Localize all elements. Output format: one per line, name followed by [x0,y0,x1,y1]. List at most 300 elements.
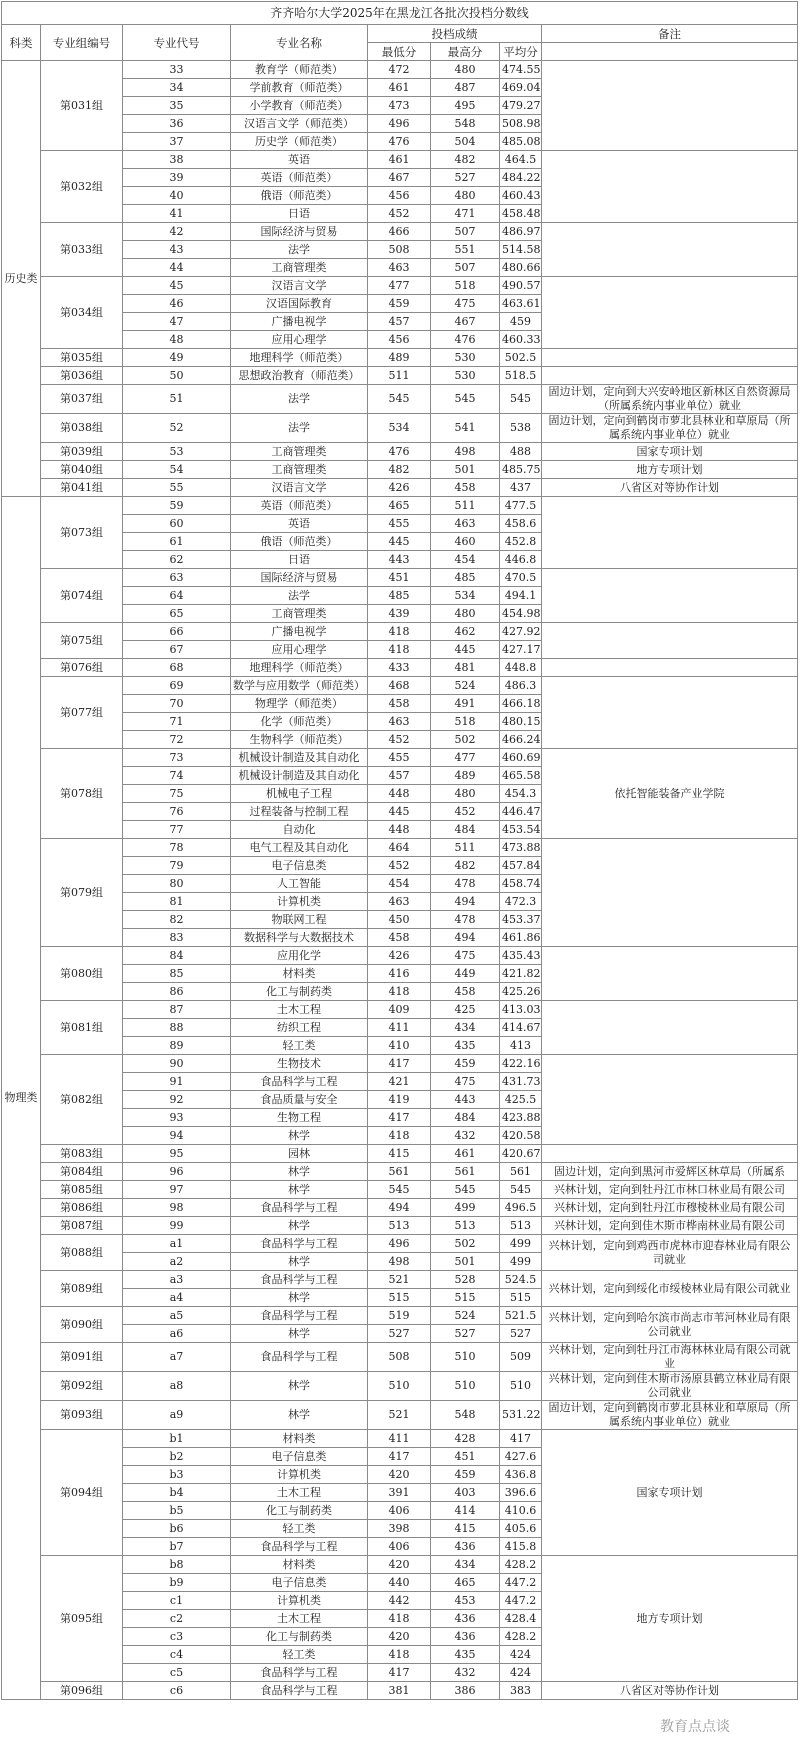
min-cell: 445 [368,533,431,551]
min-cell: 515 [368,1289,431,1307]
code-cell: 72 [123,731,231,749]
table-row [2,1556,798,1574]
max-cell: 527 [431,1325,500,1343]
name-cell: 过程装备与控制工程 [231,803,368,821]
code-cell: 37 [123,133,231,151]
max-cell: 548 [431,115,500,133]
min-cell: 418 [368,983,431,1001]
name-cell: 林学 [231,1253,368,1271]
table-row [2,443,798,461]
header-subject: 科类 [2,25,41,61]
avg-cell: 463.61 [500,295,542,313]
note-cell: 兴林计划，定向到牡丹江市海林林业局有限公司就业 [542,1343,798,1372]
max-cell: 475 [431,1073,500,1091]
table-row [2,1401,798,1430]
min-cell: 443 [368,551,431,569]
avg-cell: 446.8 [500,551,542,569]
group-cell: 第084组 [41,1163,123,1181]
min-cell: 448 [368,821,431,839]
header-group: 专业组编号 [41,25,123,61]
name-cell: 应用心理学 [231,641,368,659]
code-cell: 51 [123,385,231,414]
name-cell: 思想政治教育（师范类） [231,367,368,385]
avg-cell: 473.88 [500,839,542,857]
name-cell: 林学 [231,1163,368,1181]
group-cell: 第075组 [41,623,123,659]
note-cell: 兴林计划，定向到鸡西市虎林市迎春林业局有限公司就业 [542,1235,798,1271]
min-cell: 519 [368,1307,431,1325]
code-cell: 47 [123,313,231,331]
table-row [2,385,798,414]
avg-cell: 485.08 [500,133,542,151]
note-cell [542,623,798,659]
code-cell: b8 [123,1556,231,1574]
max-cell: 511 [431,497,500,515]
min-cell: 494 [368,1199,431,1217]
name-cell: 园林 [231,1145,368,1163]
max-cell: 541 [431,414,500,443]
table-row [2,947,798,965]
code-cell: 92 [123,1091,231,1109]
note-cell [542,659,798,677]
avg-cell: 428.2 [500,1628,542,1646]
code-cell: 85 [123,965,231,983]
min-cell: 426 [368,479,431,497]
table-row [2,677,798,695]
group-cell: 第085组 [41,1181,123,1199]
name-cell: 林学 [231,1217,368,1235]
table-row [2,414,798,443]
avg-cell: 424 [500,1664,542,1682]
table-row [2,1307,798,1325]
group-cell: 第073组 [41,497,123,569]
min-cell: 463 [368,893,431,911]
code-cell: 70 [123,695,231,713]
max-cell: 449 [431,965,500,983]
min-cell: 455 [368,515,431,533]
max-cell: 435 [431,1646,500,1664]
group-cell: 第090组 [41,1307,123,1343]
max-cell: 425 [431,1001,500,1019]
avg-cell: 452.8 [500,533,542,551]
min-cell: 381 [368,1682,431,1700]
min-cell: 457 [368,313,431,331]
code-cell: 96 [123,1163,231,1181]
avg-cell: 448.8 [500,659,542,677]
max-cell: 485 [431,569,500,587]
avg-cell: 454.3 [500,785,542,803]
note-cell [542,677,798,749]
max-cell: 482 [431,857,500,875]
max-cell: 452 [431,803,500,821]
avg-cell: 460.43 [500,187,542,205]
min-cell: 461 [368,151,431,169]
name-cell: 数据科学与大数据技术 [231,929,368,947]
group-cell: 第037组 [41,385,123,414]
min-cell: 545 [368,385,431,414]
name-cell: 工商管理类 [231,259,368,277]
name-cell: 纺织工程 [231,1019,368,1037]
avg-cell: 447.2 [500,1574,542,1592]
min-cell: 527 [368,1325,431,1343]
code-cell: 41 [123,205,231,223]
name-cell: 工商管理类 [231,605,368,623]
table-row [2,277,798,295]
max-cell: 551 [431,241,500,259]
max-cell: 507 [431,223,500,241]
max-cell: 451 [431,1448,500,1466]
avg-cell: 396.6 [500,1484,542,1502]
min-cell: 398 [368,1520,431,1538]
table-row [2,497,798,515]
avg-cell: 490.57 [500,277,542,295]
min-cell: 420 [368,1466,431,1484]
table-row [2,1235,798,1253]
table-row [2,223,798,241]
code-cell: c1 [123,1592,231,1610]
avg-cell: 428.4 [500,1610,542,1628]
code-cell: 33 [123,61,231,79]
table-row [2,623,798,641]
table-row [2,1343,798,1372]
code-cell: b7 [123,1538,231,1556]
code-cell: b5 [123,1502,231,1520]
avg-cell: 459 [500,313,542,331]
note-cell [542,61,798,151]
code-cell: b1 [123,1430,231,1448]
code-cell: 86 [123,983,231,1001]
min-cell: 411 [368,1019,431,1037]
min-cell: 472 [368,61,431,79]
name-cell: 土木工程 [231,1484,368,1502]
min-cell: 452 [368,205,431,223]
code-cell: 79 [123,857,231,875]
max-cell: 481 [431,659,500,677]
max-cell: 436 [431,1628,500,1646]
table-row [2,1001,798,1019]
max-cell: 501 [431,461,500,479]
avg-cell: 447.2 [500,1592,542,1610]
header-note-empty [542,43,798,61]
avg-cell: 427.17 [500,641,542,659]
max-cell: 458 [431,983,500,1001]
name-cell: 林学 [231,1181,368,1199]
avg-cell: 480.66 [500,259,542,277]
code-cell: a7 [123,1343,231,1372]
max-cell: 491 [431,695,500,713]
name-cell: 林学 [231,1289,368,1307]
min-cell: 417 [368,1109,431,1127]
code-cell: 98 [123,1199,231,1217]
code-cell: a2 [123,1253,231,1271]
code-cell: 83 [123,929,231,947]
code-cell: 89 [123,1037,231,1055]
note-cell: 固边计划，定向到鹤岗市萝北县林业和草原局（所属系统内事业单位）就业 [542,414,798,443]
name-cell: 材料类 [231,1430,368,1448]
name-cell: 林学 [231,1372,368,1401]
note-cell: 八省区对等协作计划 [542,1682,798,1700]
code-cell: 93 [123,1109,231,1127]
table-row [2,461,798,479]
group-cell: 第034组 [41,277,123,349]
max-cell: 561 [431,1163,500,1181]
note-cell [542,1001,798,1055]
group-cell: 第035组 [41,349,123,367]
name-cell: 人工智能 [231,875,368,893]
max-cell: 495 [431,97,500,115]
max-cell: 530 [431,349,500,367]
group-cell: 第033组 [41,223,123,277]
min-cell: 411 [368,1430,431,1448]
code-cell: 62 [123,551,231,569]
code-cell: a6 [123,1325,231,1343]
code-cell: 54 [123,461,231,479]
min-cell: 419 [368,1091,431,1109]
name-cell: 地理科学（师范类） [231,659,368,677]
max-cell: 453 [431,1592,500,1610]
group-cell: 第087组 [41,1217,123,1235]
avg-cell: 502.5 [500,349,542,367]
max-cell: 494 [431,929,500,947]
max-cell: 507 [431,259,500,277]
note-cell: 国家专项计划 [542,1430,798,1556]
avg-cell: 545 [500,385,542,414]
min-cell: 513 [368,1217,431,1235]
avg-cell: 428.2 [500,1556,542,1574]
name-cell: 轻工类 [231,1646,368,1664]
min-cell: 451 [368,569,431,587]
avg-cell: 437 [500,479,542,497]
avg-cell: 486.3 [500,677,542,695]
avg-cell: 469.04 [500,79,542,97]
avg-cell: 464.5 [500,151,542,169]
max-cell: 502 [431,731,500,749]
name-cell: 食品科学与工程 [231,1682,368,1700]
code-cell: a1 [123,1235,231,1253]
avg-cell: 465.58 [500,767,542,785]
max-cell: 524 [431,677,500,695]
code-cell: 43 [123,241,231,259]
avg-cell: 499 [500,1253,542,1271]
group-cell: 第092组 [41,1372,123,1401]
avg-cell: 420.67 [500,1145,542,1163]
min-cell: 448 [368,785,431,803]
min-cell: 418 [368,1610,431,1628]
max-cell: 484 [431,821,500,839]
avg-cell: 410.6 [500,1502,542,1520]
max-cell: 548 [431,1401,500,1430]
name-cell: 历史学（师范类） [231,133,368,151]
avg-cell: 461.86 [500,929,542,947]
code-cell: 34 [123,79,231,97]
min-cell: 508 [368,241,431,259]
note-cell [542,497,798,569]
name-cell: 法学 [231,241,368,259]
max-cell: 494 [431,893,500,911]
name-cell: 土木工程 [231,1001,368,1019]
code-cell: 66 [123,623,231,641]
score-table [1,1,798,1700]
min-cell: 426 [368,947,431,965]
subject-cell: 历史类 [2,61,41,497]
code-cell: 74 [123,767,231,785]
note-cell [542,1145,798,1163]
code-cell: 45 [123,277,231,295]
max-cell: 510 [431,1372,500,1401]
table-row [2,659,798,677]
avg-cell: 561 [500,1163,542,1181]
name-cell: 工商管理类 [231,461,368,479]
avg-cell: 425.5 [500,1091,542,1109]
avg-cell: 446.47 [500,803,542,821]
max-cell: 475 [431,947,500,965]
name-cell: 自动化 [231,821,368,839]
name-cell: 国际经济与贸易 [231,569,368,587]
avg-cell: 510 [500,1372,542,1401]
name-cell: 学前教育（师范类） [231,79,368,97]
code-cell: c6 [123,1682,231,1700]
avg-cell: 405.6 [500,1520,542,1538]
max-cell: 477 [431,749,500,767]
min-cell: 461 [368,79,431,97]
avg-cell: 458.48 [500,205,542,223]
header-score: 投档成绩 [368,25,542,43]
min-cell: 465 [368,497,431,515]
table-row [2,1163,798,1181]
note-cell: 固边计划，定向到大兴安岭地区新林区自然资源局（所属系统内事业单位）就业 [542,385,798,414]
name-cell: 林学 [231,1401,368,1430]
max-cell: 527 [431,169,500,187]
min-cell: 418 [368,623,431,641]
name-cell: 日语 [231,205,368,223]
min-cell: 416 [368,965,431,983]
min-cell: 458 [368,695,431,713]
avg-cell: 515 [500,1289,542,1307]
min-cell: 452 [368,857,431,875]
name-cell: 工商管理类 [231,443,368,461]
code-cell: 38 [123,151,231,169]
name-cell: 法学 [231,385,368,414]
min-cell: 418 [368,641,431,659]
min-cell: 463 [368,713,431,731]
note-cell: 八省区对等协作计划 [542,479,798,497]
name-cell: 食品科学与工程 [231,1235,368,1253]
note-cell [542,839,798,947]
avg-cell: 524.5 [500,1271,542,1289]
max-cell: 515 [431,1289,500,1307]
table-row [2,1199,798,1217]
max-cell: 545 [431,1181,500,1199]
avg-cell: 457.84 [500,857,542,875]
group-cell: 第039组 [41,443,123,461]
min-cell: 473 [368,97,431,115]
min-cell: 466 [368,223,431,241]
avg-cell: 435.43 [500,947,542,965]
subject-cell: 物理类 [2,497,41,1700]
name-cell: 材料类 [231,1556,368,1574]
min-cell: 496 [368,1235,431,1253]
code-cell: a8 [123,1372,231,1401]
name-cell: 林学 [231,1127,368,1145]
min-cell: 467 [368,169,431,187]
max-cell: 511 [431,839,500,857]
name-cell: 英语（师范类） [231,497,368,515]
max-cell: 498 [431,443,500,461]
note-cell: 固边计划，定向到黑河市爱辉区林草局（所属系 [542,1163,798,1181]
min-cell: 476 [368,443,431,461]
name-cell: 法学 [231,587,368,605]
name-cell: 数学与应用数学（师范类） [231,677,368,695]
group-cell: 第080组 [41,947,123,1001]
max-cell: 454 [431,551,500,569]
avg-cell: 509 [500,1343,542,1372]
max-cell: 436 [431,1610,500,1628]
code-cell: b6 [123,1520,231,1538]
table-row [2,1217,798,1235]
min-cell: 452 [368,731,431,749]
min-cell: 417 [368,1448,431,1466]
name-cell: 化学（师范类） [231,713,368,731]
code-cell: 63 [123,569,231,587]
max-cell: 502 [431,1235,500,1253]
table-row [2,1682,798,1700]
header-max: 最高分 [431,43,500,61]
max-cell: 476 [431,331,500,349]
avg-cell: 436.8 [500,1466,542,1484]
avg-cell: 531.22 [500,1401,542,1430]
code-cell: 67 [123,641,231,659]
min-cell: 417 [368,1664,431,1682]
table-row [2,1271,798,1289]
table-row [2,569,798,587]
min-cell: 463 [368,259,431,277]
name-cell: 材料类 [231,965,368,983]
max-cell: 480 [431,61,500,79]
name-cell: 国际经济与贸易 [231,223,368,241]
code-cell: 53 [123,443,231,461]
code-cell: 94 [123,1127,231,1145]
name-cell: 土木工程 [231,1610,368,1628]
code-cell: 35 [123,97,231,115]
max-cell: 534 [431,587,500,605]
max-cell: 484 [431,1109,500,1127]
min-cell: 458 [368,929,431,947]
code-cell: 95 [123,1145,231,1163]
avg-cell: 427.92 [500,623,542,641]
table-row [2,367,798,385]
code-cell: c5 [123,1664,231,1682]
avg-cell: 424 [500,1646,542,1664]
group-cell: 第031组 [41,61,123,151]
name-cell: 食品科学与工程 [231,1538,368,1556]
max-cell: 459 [431,1466,500,1484]
code-cell: 55 [123,479,231,497]
code-cell: 73 [123,749,231,767]
max-cell: 414 [431,1502,500,1520]
note-cell: 兴林计划，定向到哈尔滨市尚志市苇河林业局有限公司就业 [542,1307,798,1343]
group-cell: 第079组 [41,839,123,947]
min-cell: 421 [368,1073,431,1091]
group-cell: 第077组 [41,677,123,749]
min-cell: 482 [368,461,431,479]
code-cell: a9 [123,1401,231,1430]
name-cell: 食品科学与工程 [231,1199,368,1217]
avg-cell: 413 [500,1037,542,1055]
group-cell: 第091组 [41,1343,123,1372]
min-cell: 415 [368,1145,431,1163]
max-cell: 459 [431,1055,500,1073]
code-cell: b4 [123,1484,231,1502]
